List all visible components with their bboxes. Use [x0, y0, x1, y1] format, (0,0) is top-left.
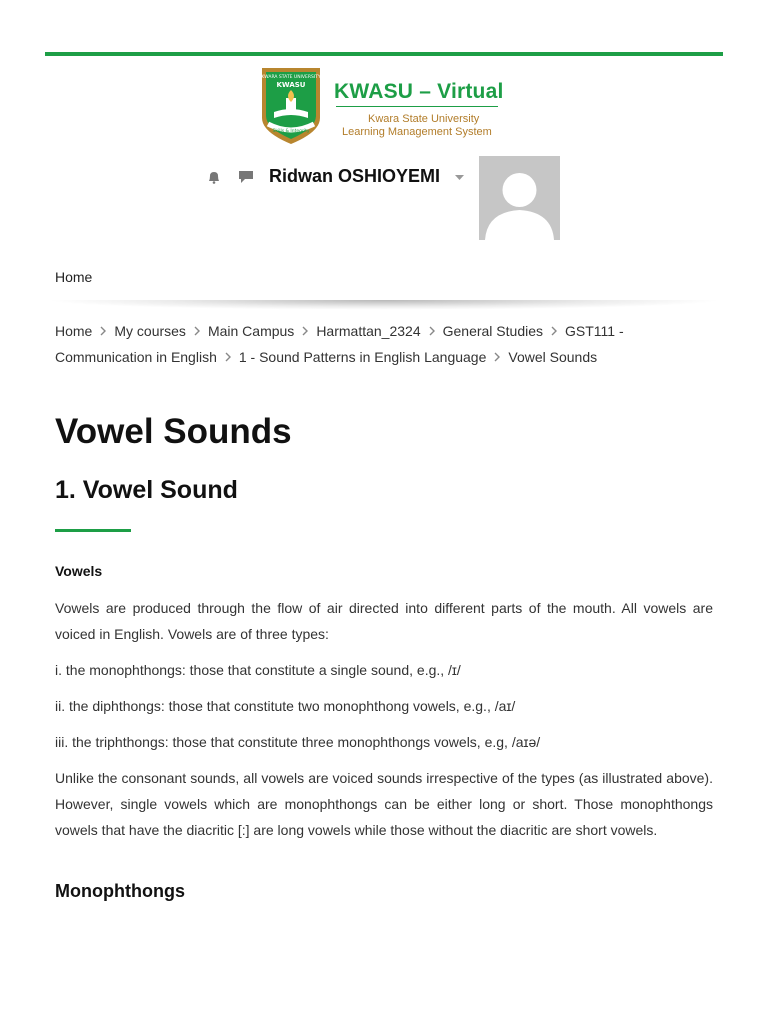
section-underline: [55, 529, 131, 532]
breadcrumb-item-current[interactable]: Vowel Sounds: [508, 349, 598, 365]
brand-subtitle-line1: Kwara State University: [368, 113, 480, 125]
breadcrumb-item[interactable]: Home: [55, 323, 93, 339]
chevron-right-icon: [225, 352, 231, 362]
paragraph-monophthongs: i. the monophthongs: those that constitute a single sound, e.g., /ɪ/: [55, 662, 461, 678]
breadcrumb-item[interactable]: General Studies: [442, 323, 544, 339]
breadcrumb-item[interactable]: Harmattan_2324: [316, 323, 421, 339]
badge-label: KWASU: [276, 81, 306, 89]
section-title: 1. Vowel Sound: [55, 476, 238, 504]
site-logo[interactable]: [258, 66, 508, 150]
breadcrumb-item[interactable]: My courses: [114, 323, 186, 339]
bell-icon[interactable]: [207, 170, 221, 184]
default-user-avatar-icon: [479, 156, 560, 240]
breadcrumb-item[interactable]: GST111 - Communication in English: [55, 323, 624, 365]
top-accent-bar: [45, 52, 723, 56]
vowels-label: Vowels: [55, 563, 103, 579]
brand-subtitle-line2: Learning Management System: [342, 126, 492, 138]
caret-down-icon[interactable]: [455, 175, 464, 181]
kwasu-badge-icon: [258, 66, 324, 146]
chevron-right-icon: [194, 326, 200, 336]
nav-home-link[interactable]: Home: [55, 269, 93, 285]
paragraph-triphthongs: iii. the triphthongs: those that constitute three monophthongs vowels, e.g, /aɪə/: [55, 734, 541, 750]
logo-divider: [336, 106, 498, 107]
chevron-right-icon: [302, 326, 308, 336]
paragraph-voicing: Unlike the consonant sounds, all vowels are voiced sounds irrespective of the types (as illustrated above). However, single vowels which are monophthongs can be either long or short. Those monophthongs vowels that have the diacritic [:] are long vowels while those without the diacritic are short vowels.: [55, 770, 713, 838]
badge-motto: Skills & Integrity: [272, 129, 310, 134]
breadcrumb: [55, 318, 715, 370]
chat-icon[interactable]: [238, 170, 254, 184]
page-title: Vowel Sounds: [55, 412, 292, 451]
breadcrumb-item[interactable]: Main Campus: [207, 323, 295, 339]
chevron-right-icon: [551, 326, 557, 336]
badge-top-text: KWARA STATE UNIVERSITY: [261, 75, 321, 80]
chevron-right-icon: [494, 352, 500, 362]
monophthongs-heading: Monophthongs: [55, 881, 185, 901]
user-name[interactable]: Ridwan OSHIOYEMI: [269, 166, 441, 186]
avatar[interactable]: [479, 156, 560, 240]
chevron-right-icon: [100, 326, 106, 336]
brand-name: KWASU – Virtual: [334, 80, 504, 103]
paragraph-intro: Vowels are produced through the flow of air directed into different parts of the mouth. All vowels are voiced in English. Vowels are of three types:: [55, 600, 713, 642]
nav-divider-shadow: [45, 300, 723, 310]
breadcrumb-item[interactable]: 1 - Sound Patterns in English Language: [238, 349, 487, 365]
paragraph-diphthongs: ii. the diphthongs: those that constitute two monophthong vowels, e.g., /aɪ/: [55, 698, 516, 714]
chevron-right-icon: [429, 326, 435, 336]
